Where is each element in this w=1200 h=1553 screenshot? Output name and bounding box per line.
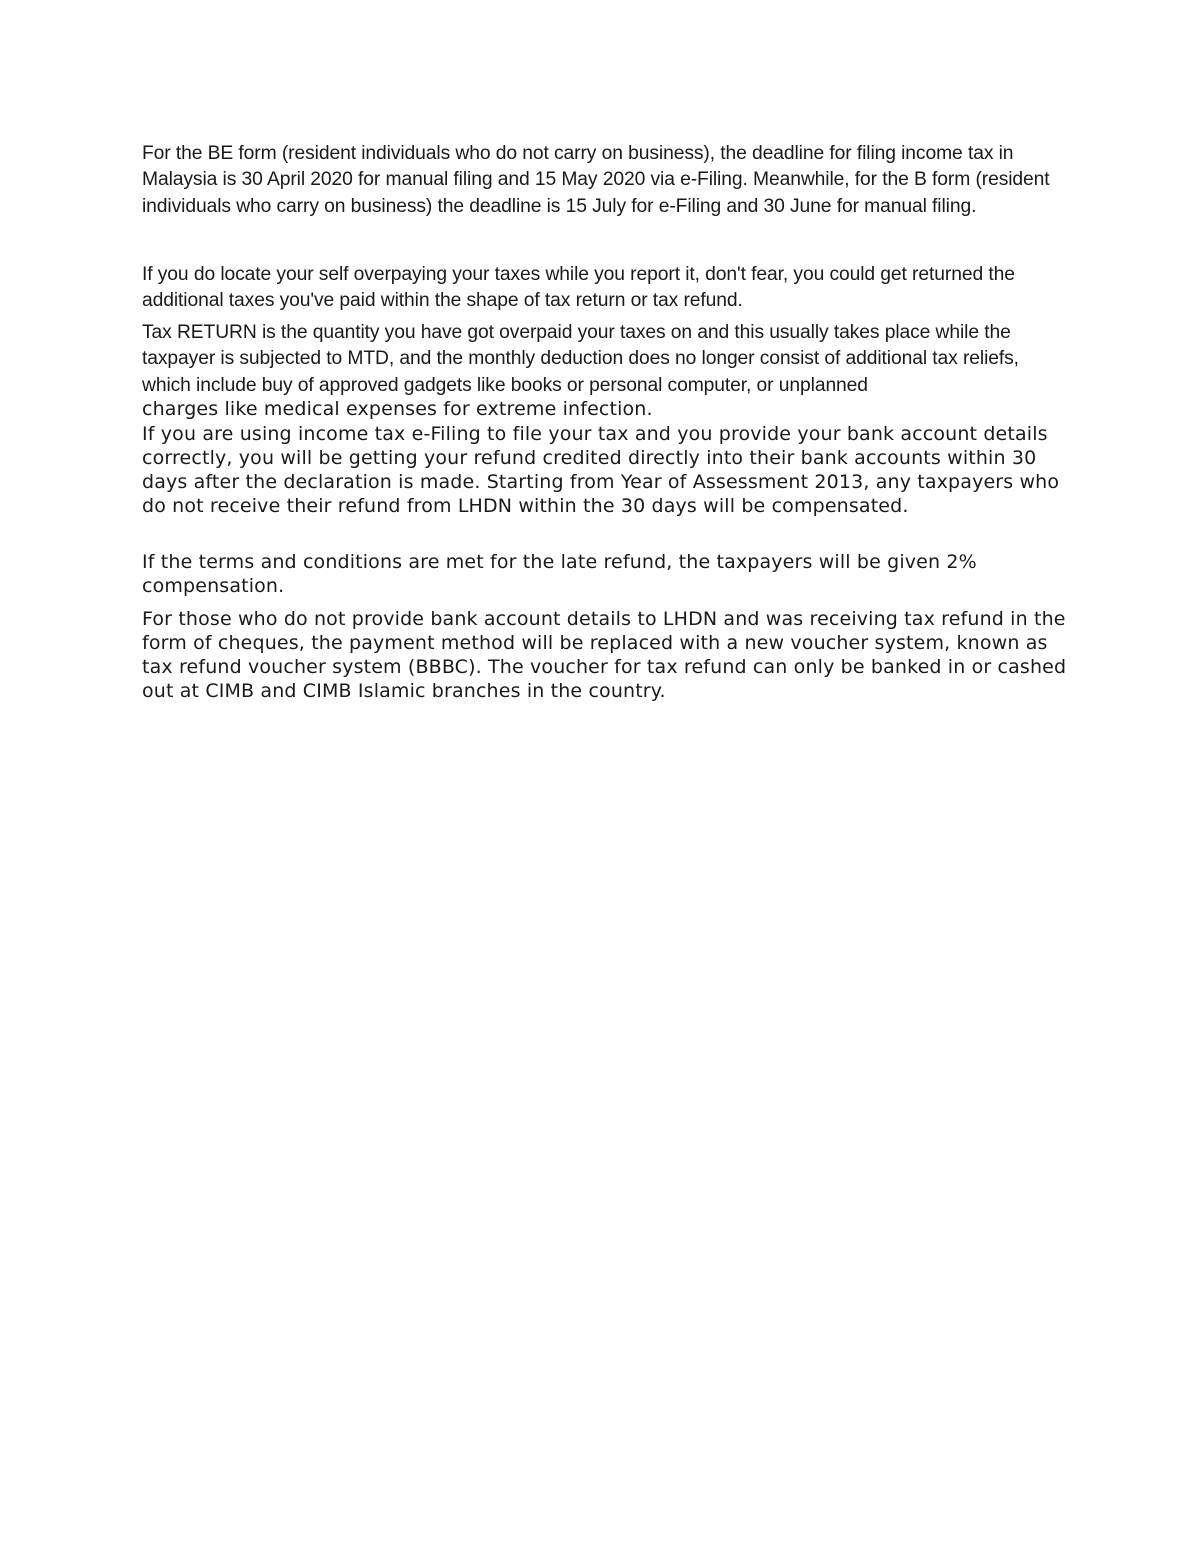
paragraph-refund-voucher-system: For those who do not provide bank account details to LHDN and was receiving tax refund in the form of cheques, the payment method will be replaced with a new voucher system, known as tax refund voucher system (BBBC). The voucher for tax refund can only be banked in or cashed out at CIMB and CIMB Islamic branches in the country. — [142, 608, 1067, 702]
paragraph-medical-expenses: charges like medical expenses for extreme infection. — [142, 398, 653, 420]
paragraph-late-refund-compensation: If the terms and conditions are met for the late refund, the taxpayers will be given 2% compensation. — [142, 551, 977, 597]
paragraph-efiling-refund: If you are using income tax e-Filing to file your tax and you provide your bank account details correctly, you will be getting your refund credited directly into their bank accounts within 30 days after the declaration is made. Starting from Year of Assessment 2013, any taxpayers who do not receive their refund from LHDN within the 30 days will be compensated. — [142, 423, 1060, 517]
paragraph-filing-deadlines: For the BE form (resident individuals who do not carry on business), the deadline for filing income tax in Malaysia is 30 April 2020 for manual filing and 15 May 2020 via e-Filing. Meanwhile, for the B form (resident individuals who carry on business) the deadline is 15 July for e-Filing and 30 June for manual filing. — [142, 143, 1050, 217]
paragraph-tax-return-definition: Tax RETURN is the quantity you have got overpaid your taxes on and this usually takes place while the taxpayer is subjected to MTD, and the monthly deduction does no longer consist of additional tax reliefs, which include buy of approved gadgets like books or personal computer, or unplanned — [142, 322, 1019, 396]
paragraph-overpaying-taxes: If you do locate your self overpaying your taxes while you report it, don't fear, you could get returned the additional taxes you've paid within the shape of tax return or tax refund. — [142, 264, 1015, 312]
